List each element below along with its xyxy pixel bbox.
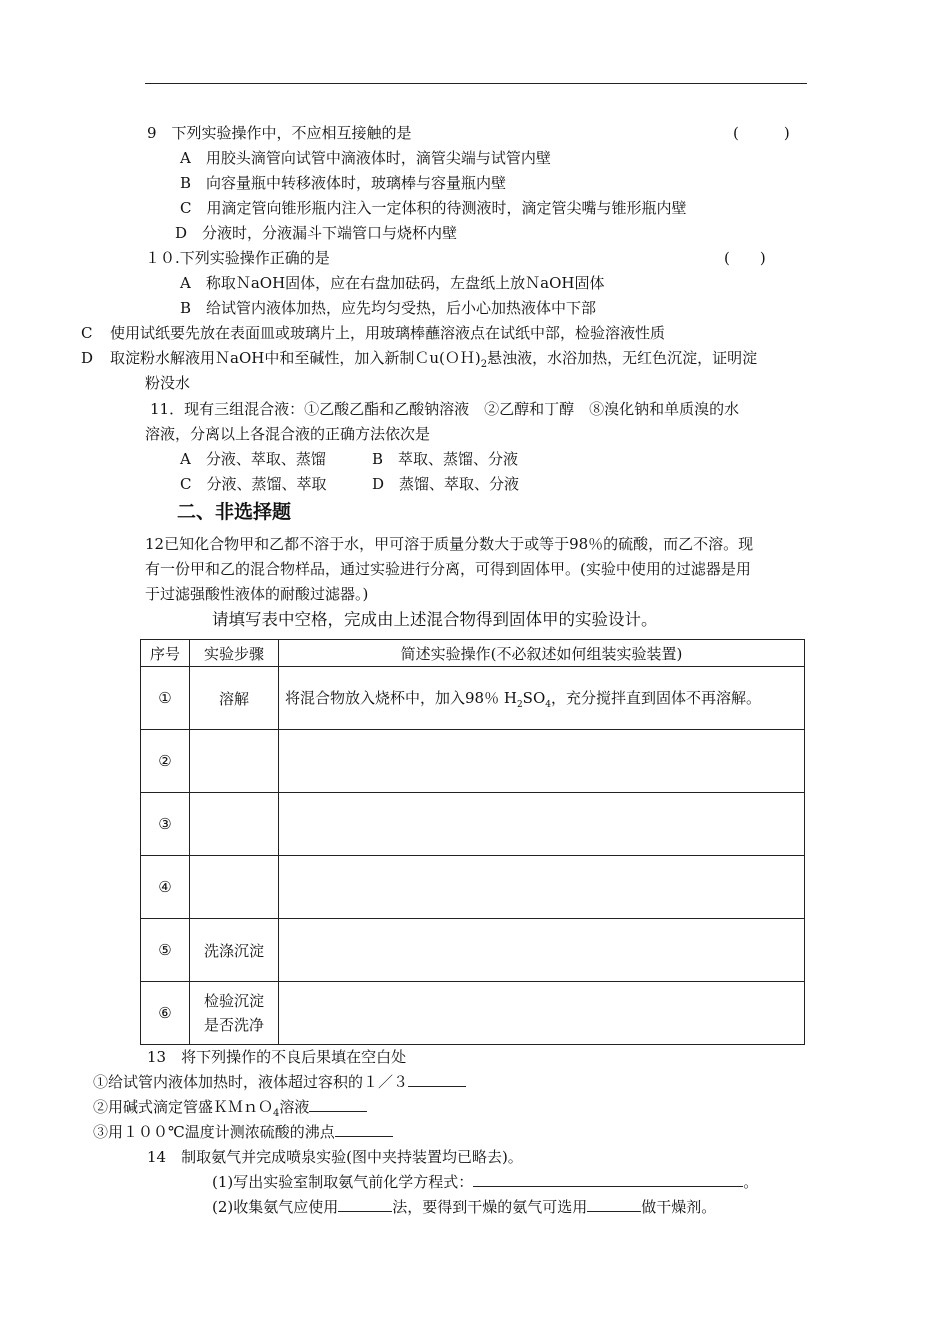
q10-option-c: 使用试纸要先放在表面皿或玻璃片上，用玻璃棒蘸溶液点在试纸中部，检验溶液性质 — [110, 324, 666, 342]
answer-blank[interactable] — [338, 1197, 392, 1212]
table-row — [141, 730, 805, 793]
header-step: 实验步骤 — [190, 640, 279, 667]
row-operation-blank[interactable] — [279, 856, 805, 919]
q10-option-b: B 给试管内液体加热，应先均匀受热，后小心加热液体中下部 — [180, 299, 597, 317]
row-step: 溶解 — [190, 667, 279, 730]
header-operation: 简述实验操作(不必叙述如何组装实验装置) — [279, 640, 805, 667]
header-no: 序号 — [141, 640, 190, 667]
row-operation-blank[interactable] — [279, 793, 805, 856]
answer-blank[interactable] — [408, 1072, 466, 1087]
q11-option-a: A 分液、萃取、蒸馏 — [180, 450, 326, 468]
table-row — [141, 919, 805, 982]
q12-instruction: 请填写表中空格，完成由上述混合物得到固体甲的实验设计。 — [212, 610, 658, 629]
table-row — [141, 667, 805, 730]
q11-option-d: D 蒸馏、萃取、分液 — [372, 475, 520, 493]
row-operation: 将混合物放入烧杯中，加入98％ $H_2SO_4$，充分搅拌直到固体不再溶解。 — [279, 667, 805, 730]
table-row — [141, 793, 805, 856]
q9-option-d: D 分液时，分液漏斗下端管口与烧杯内壁 — [175, 224, 458, 242]
row-step-blank[interactable] — [190, 793, 279, 856]
q11-option-b: B 萃取、蒸馏、分液 — [372, 450, 519, 468]
q11-option-c: C 分液、蒸馏、萃取 — [180, 475, 327, 493]
row-operation-blank[interactable] — [279, 919, 805, 982]
q10-option-d: 取淀粉水解液用ＮaOH中和至碱性，加入新制$Cu(OH)_2$悬浊液，水浴加热，无红色沉淀，证明淀 — [110, 349, 758, 370]
answer-blank[interactable] — [473, 1172, 743, 1187]
q13-item-3: ③用１００℃温度计测浓硫酸的沸点 — [93, 1122, 393, 1142]
row-no: ① — [141, 667, 190, 730]
row-operation-blank[interactable] — [279, 730, 805, 793]
q9-stem: 9 下列实验操作中，不应相互接触的是 — [147, 124, 412, 142]
q12-text-3: 于过滤强酸性液体的耐酸过滤器。) — [145, 585, 369, 603]
row-step: 检验沉淀 是否洗净 — [190, 982, 279, 1045]
row-no: ② — [141, 730, 190, 793]
q11-stem: 11．现有三组混合液：①乙酸乙酯和乙酸钠溶液 ②乙醇和丁醇 ⑧溴化钠和单质溴的水 — [150, 400, 740, 418]
q12-text-1: 12已知化合物甲和乙都不溶于水，甲可溶于质量分数大于或等于98％的硫酸，而乙不溶。现 — [145, 535, 754, 553]
q10-option-c-letter: C — [81, 324, 93, 342]
answer-blank[interactable] — [309, 1097, 367, 1112]
q9-answer-bracket: ( ) — [733, 124, 790, 142]
q11-stem-cont: 溶液，分离以上各混合液的正确方法依次是 — [145, 425, 431, 443]
row-step: 洗涤沉淀 — [190, 919, 279, 982]
row-step-blank[interactable] — [190, 856, 279, 919]
row-operation-blank[interactable] — [279, 982, 805, 1045]
row-no: ③ — [141, 793, 190, 856]
table-header-row — [141, 640, 805, 667]
q14-part-1: (1)写出实验室制取氨气前化学方程式： 。 — [212, 1173, 759, 1191]
q9-option-c: C 用滴定管向锥形瓶内注入一定体积的待测液时，滴定管尖嘴与锥形瓶内壁 — [180, 199, 687, 217]
table-row — [141, 982, 805, 1045]
subscript: 4 — [545, 699, 551, 710]
row-no: ⑥ — [141, 982, 190, 1045]
answer-blank[interactable] — [587, 1197, 641, 1212]
subscript: 4 — [273, 1108, 280, 1119]
q10-option-d-cont: 粉没水 — [145, 374, 191, 392]
q13-item-1: ①给试管内液体加热时，液体超过容积的１／３ — [93, 1072, 466, 1092]
subscript: 2 — [480, 359, 488, 370]
row-no: ④ — [141, 856, 190, 919]
table-row — [141, 856, 805, 919]
header-rule — [145, 83, 807, 84]
subscript: 2 — [516, 699, 523, 710]
experiment-table — [140, 639, 805, 1045]
row-no: ⑤ — [141, 919, 190, 982]
q13-stem: 13 将下列操作的不良后果填在空白处 — [147, 1048, 407, 1066]
q10-answer-bracket: ( ) — [724, 249, 766, 267]
q14-part-2: (2)收集氨气应使用 法，要得到干燥的氨气可选用 做干燥剂。 — [212, 1198, 717, 1216]
row-step-blank[interactable] — [190, 730, 279, 793]
q9-option-a: A 用胶头滴管向试管中滴液体时，滴管尖端与试管内壁 — [180, 149, 551, 167]
q10-stem: １０.下列实验操作正确的是 — [145, 249, 330, 267]
q12-text-2: 有一份甲和乙的混合物样品，通过实验进行分离，可得到固体甲。(实验中使用的过滤器是用 — [145, 560, 751, 578]
q10-option-d-letter: D — [81, 349, 94, 367]
q14-stem: 14 制取氨气并完成喷泉实验(图中夹持装置均已略去)。 — [147, 1148, 523, 1166]
q13-item-2: ②用碱式滴定管盛ＫＭｎＯ$_4$溶液 — [93, 1097, 367, 1124]
q10-option-a: A 称取ＮaOH固体，应在右盘加砝码，左盘纸上放ＮaOH固体 — [180, 274, 605, 292]
answer-blank[interactable] — [335, 1122, 393, 1137]
q9-option-b: B 向容量瓶中转移液体时，玻璃棒与容量瓶内壁 — [180, 174, 507, 192]
section-title: 二、非选择题 — [177, 501, 292, 523]
